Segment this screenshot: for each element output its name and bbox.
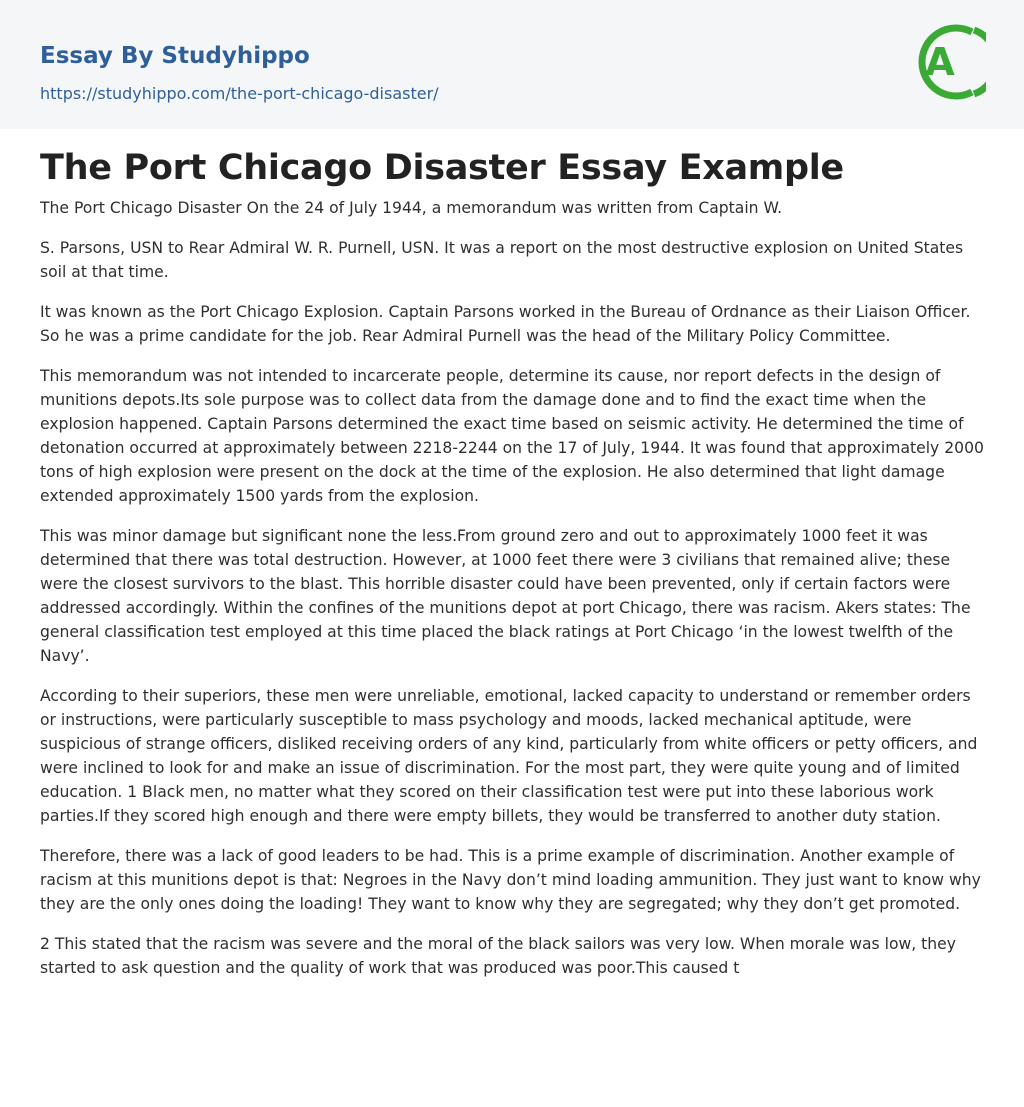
- essay-paragraph: The Port Chicago Disaster On the 24 of July 1944, a memorandum was written from Captain W.: [40, 199, 783, 217]
- essay-url-link[interactable]: https://studyhippo.com/the-port-chicago-disaster/: [40, 84, 439, 103]
- essay-title: The Port Chicago Disaster Essay Example: [40, 148, 844, 188]
- essay-paragraph: It was known as the Port Chicago Explosion. Captain Parsons worked in the Bureau of Ordnance as their Liaison Officer. So he was a prime candidate for the job. Rear Admiral Purnell was the head of the Military Policy Committee.: [40, 303, 971, 345]
- essay-content: [40, 144, 984, 996]
- studyhippo-logo-icon[interactable]: [914, 20, 986, 104]
- essay-paragraph: This memorandum was not intended to incarcerate people, determine its cause, nor report defects in the design of munitions depots.Its sole purpose was to collect data from the damage done and to find the exact time when the explosion happened. Captain Parsons determined the exact time based on seismic activity. He determined the time of detonation occurred at approximately between 2218-2244 on the 17 of July, 1944. It was found that approximately 2000 tons of high explosion were present on the dock at the time of the explosion. He also determined that light damage extended approximately 1500 yards from the explosion.: [40, 367, 984, 505]
- essay-paragraph: S. Parsons, USN to Rear Admiral W. R. Purnell, USN. It was a report on the most destructive explosion on United States soil at that time.: [40, 239, 964, 281]
- essay-paragraph: According to their superiors, these men were unreliable, emotional, lacked capacity to understand or remember orders or instructions, were particularly susceptible to mass psychology and moods, lacked mechanical aptitude, were suspicious of strange officers, disliked receiving orders of any kind, particularly from white officers or petty officers, and were inclined to look for and make an issue of discrimination. For the most part, they were quite young and of limited education. 1 Black men, no matter what they scored on their classification test were put into these laborious work parties.If they scored high enough and there were empty billets, they would be transferred to another duty station.: [40, 687, 978, 825]
- essay-paragraph: 2 This stated that the racism was severe and the moral of the black sailors was very low. When morale was low, they started to ask question and the quality of work that was produced was poor.This caused t: [40, 935, 956, 977]
- essay-paragraph: Therefore, there was a lack of good leaders to be had. This is a prime example of discrimination. Another example of racism at this munitions depot is that: Negroes in the Navy don’t mind loading ammunition. They just want to know why they are the only ones doing the loading! They want to know why they are segregated; why they don’t get promoted.: [40, 847, 981, 913]
- essay-paragraph: This was minor damage but significant none the less.From ground zero and out to approximately 1000 feet it was determined that there was total destruction. However, at 1000 feet there were 3 civilians that remained alive; these were the closest survivors to the blast. This horrible disaster could have been prevented, only if certain factors were addressed accordingly. Within the confines of the munitions depot at port Chicago, there was racism. Akers states: The general classification test employed at this time placed the black ratings at Port Chicago ‘in the lowest twelfth of the Navy’.: [40, 527, 971, 665]
- site-header: [0, 0, 1024, 129]
- logo-letter: A: [925, 40, 955, 84]
- site-brand[interactable]: Essay By Studyhippo: [40, 43, 310, 69]
